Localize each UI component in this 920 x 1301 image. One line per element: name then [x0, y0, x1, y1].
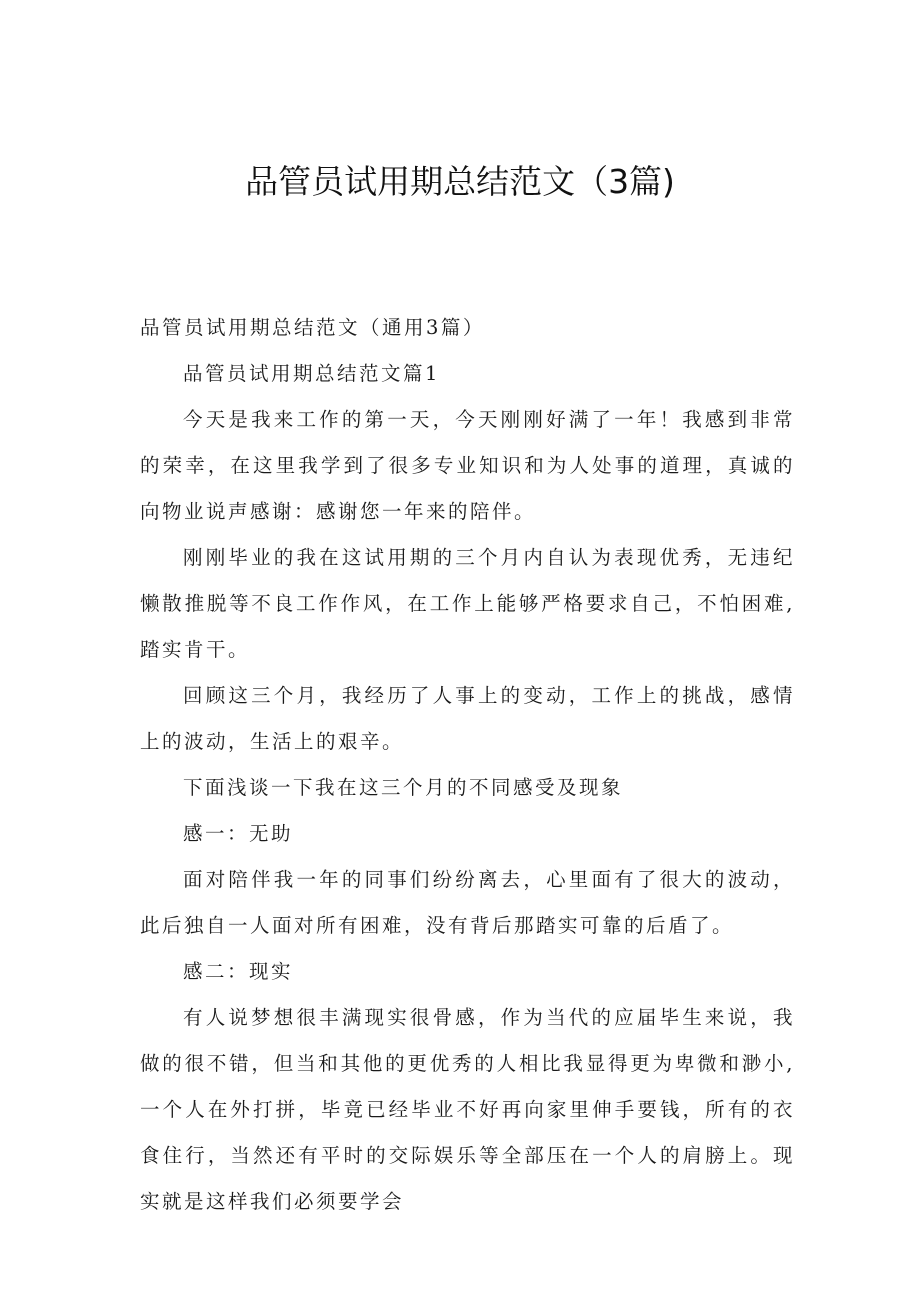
- paragraph: 下面浅谈一下我在这三个月的不同感受及现象: [183, 776, 624, 799]
- document-body: [140, 305, 795, 1225]
- subheading: 感一：无助: [183, 822, 294, 845]
- subheading: 感二：现实: [183, 960, 294, 983]
- document-subtitle: 品管员试用期总结范文（通用3篇）: [140, 316, 485, 339]
- paragraph: 今天是我来工作的第一天，今天刚刚好满了一年！我感到非常的荣幸，在这里我学到了很多专业知识和为人处事的道理，真诚的向物业说声感谢：感谢您一年来的陪伴。: [140, 408, 795, 523]
- paragraph: 有人说梦想很丰满现实很骨感，作为当代的应届毕生来说，我做的很不错，但当和其他的更优秀的人相比我显得更为卑微和渺小,一个人在外打拼，毕竟已经毕业不好再向家里伸手要钱，所有的衣食住行，当然还有平时的交际娱乐等全部压在一个人的肩膀上。现实就是这样我们必须要学会: [140, 1006, 795, 1213]
- paragraph: 刚刚毕业的我在这试用期的三个月内自认为表现优秀，无违纪懒散推脱等不良工作作风，在工作上能够严格要求自己，不怕困难,踏实肯干。: [140, 546, 795, 661]
- section-heading: 品管员试用期总结范文篇1: [183, 362, 440, 385]
- document-title: 品管员试用期总结范文（3篇): [245, 162, 675, 201]
- paragraph: 回顾这三个月，我经历了人事上的变动，工作上的挑战，感情上的波动，生活上的艰辛。: [140, 684, 795, 753]
- paragraph: 面对陪伴我一年的同事们纷纷离去，心里面有了很大的波动，此后独自一人面对所有困难，没有背后那踏实可靠的后盾了。: [140, 868, 795, 937]
